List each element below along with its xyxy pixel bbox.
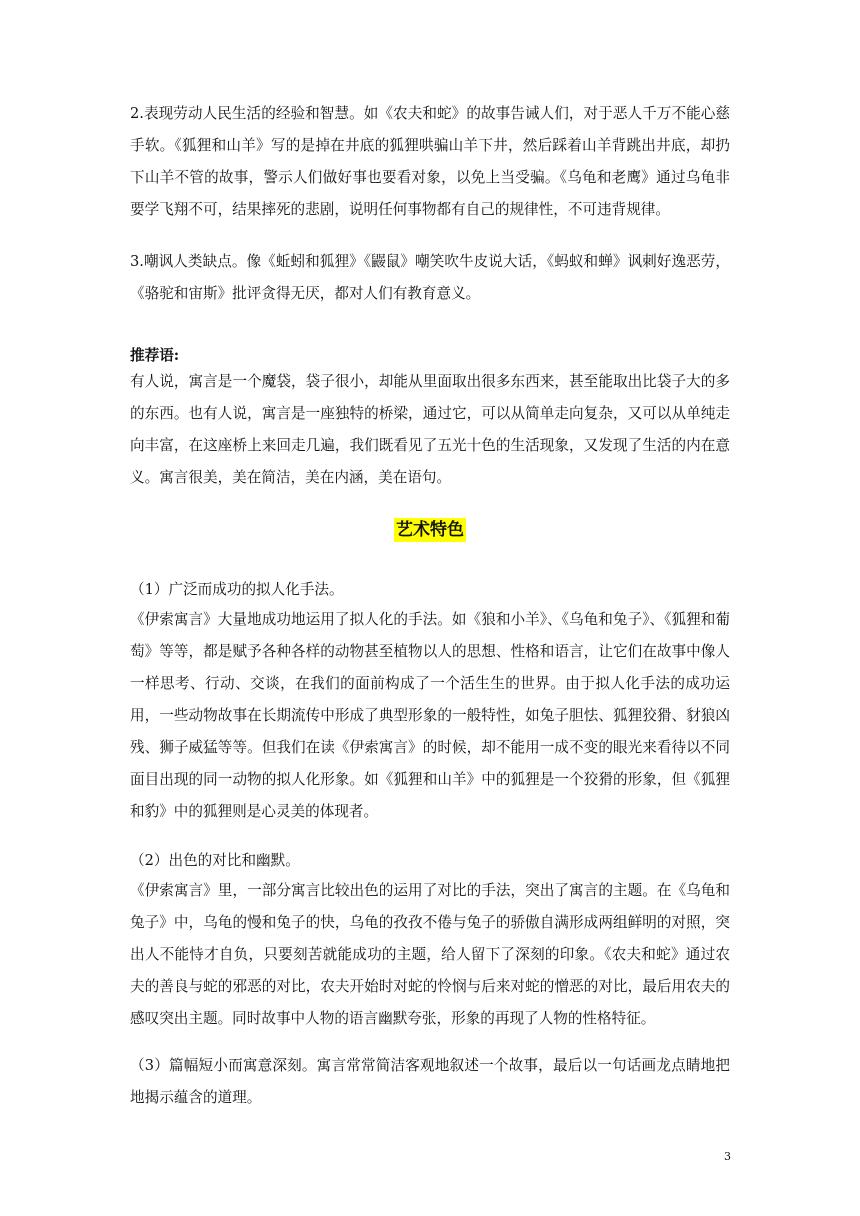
page-number: 3 [724,1150,731,1163]
paragraph-experience-wisdom: 2.表现劳动人民生活的经验和智慧。如《农夫和蛇》的故事告诫人们，对于恶人千万不能心慈手软。《狐狸和山羊》写的是掉在井底的狐狸哄骗山羊下井，然后踩着山羊背跳出井底，却扔下山羊不管的故事，警示人们做好事也要看对象，以免上当受骗。《乌龟和老鹰》通过乌龟非要学飞翔不可，结果摔死的悲剧，说明任何事物都有自己的规律性，不可违背规律。 [130,105,730,218]
recommend-text: 有人说，寓言是一个魔袋，袋子很小，却能从里面取出很多东西来，甚至能取出比袋子大的多的东西。也有人说，寓言是一座独特的桥梁，通过它，可以从简单走向复杂，又可以从单纯走向丰富，在这座桥上来回走几遍，我们既看见了五光十色的生活现象，又发现了生活的内在意义。寓言很美，美在简洁，美在内涵，美在语句。 [130,373,730,486]
feature-2-text: 《伊索寓言》里，一部分寓言比较出色的运用了对比的手法，突出了寓言的主题。在《乌龟和兔子》中，乌龟的慢和兔子的快，乌龟的孜孜不倦与兔子的骄傲自满形成两组鲜明的对照，突出人不能恃才自负，只要刻苦就能成功的主题，给人留下了深刻的印象。《农夫和蛇》通过农夫的善良与蛇的邪恶的对比，农夫开始时对蛇的怜悯与后来对蛇的憎恶的对比，最后用农夫的感叹突出主题。同时故事中人物的语言幽默夸张，形象的再现了人物的性格特征。 [130,882,730,1027]
paragraph-mock-shortcomings: 3.嘲讽人类缺点。像《蚯蚓和狐狸》《鼹鼠》嘲笑吹牛皮说大话，《蚂蚁和蝉》讽刺好逸恶劳，《骆驼和宙斯》批评贪得无厌，都对人们有教育意义。 [130,253,730,302]
feature-1-text: 《伊索寓言》大量地成功地运用了拟人化的手法。如《狼和小羊》、《乌龟和兔子》、《狐狸和葡萄》等等，都是赋予各种各样的动物甚至植物以人的思想、性格和语言，让它们在故事中像人一样思考、行动、交谈，在我们的面前构成了一个活生生的世界。由于拟人化手法的成功运用，一些动物故事在长期流传中形成了典型形象的一般特性，如兔子胆怯、狐狸狡猾、豺狼凶残、狮子威猛等等。但我们在读《伊索寓言》的时候，却不能用一成不变的眼光来看待以不同面目出现的同一动物的拟人化形象。如《狐狸和山羊》中的狐狸是一个狡猾的形象，但《狐狸和豹》中的狐狸则是心灵美的体现者。 [130,611,730,820]
section-title: 艺术特色 [396,520,464,540]
feature-3-text: （3）篇幅短小而寓意深刻。寓言常常简洁客观地叙述一个故事，最后以一句话画龙点睛地把地揭示蕴含的道理。 [130,1057,730,1106]
feature-1-title: （1）广泛而成功的拟人化手法。 [130,581,344,598]
recommend-heading: 推荐语: [130,347,180,364]
feature-2-title: （2）出色的对比和幽默。 [130,852,300,869]
